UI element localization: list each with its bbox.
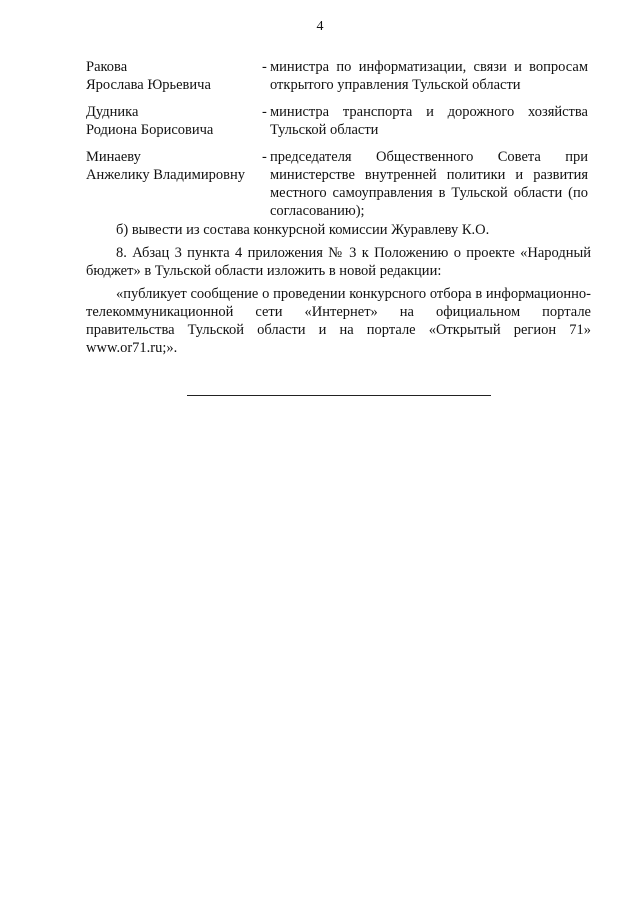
member-role: министра транспорта и дорожного хозяйства Тульской области bbox=[270, 104, 588, 138]
member-dash: - bbox=[262, 149, 267, 165]
member-dash: - bbox=[262, 59, 267, 75]
member-name bbox=[86, 103, 261, 139]
member-surname: Дудника bbox=[86, 104, 139, 120]
paragraph-item-b: б) вывести из состава конкурсной комиссии Журавлеву К.О. bbox=[116, 222, 490, 238]
document-end-line bbox=[187, 395, 491, 396]
member-given-names: Анжелику Владимировну bbox=[86, 167, 245, 183]
member-name bbox=[86, 58, 261, 94]
member-surname: Ракова bbox=[86, 59, 128, 75]
member-dash: - bbox=[262, 104, 267, 120]
member-given-names: Родиона Борисовича bbox=[86, 122, 214, 138]
member-role: министра по информатизации, связи и вопросам открытого управления Тульской области bbox=[270, 59, 588, 93]
member-role: председателя Общественного Совета при министерстве внутренней политики и развития местного самоуправления в Тульской области (по согласованию); bbox=[270, 149, 588, 219]
member-name bbox=[86, 148, 261, 184]
member-surname: Минаеву bbox=[86, 149, 141, 165]
paragraph-quote: «публикует сообщение о проведении конкурсного отбора в информационно-телекоммуникационной сети «Интернет» на официальном портале правительства Тульской области и на портале «Открытый регион 71» www.or71.ru;». bbox=[86, 286, 591, 356]
paragraph-item-8: 8. Абзац 3 пункта 4 приложения № 3 к Положению о проекте «Народный бюджет» в Тульской области изложить в новой редакции: bbox=[86, 245, 591, 279]
member-given-names: Ярослава Юрьевича bbox=[86, 77, 211, 93]
page-number: 4 bbox=[316, 19, 324, 34]
